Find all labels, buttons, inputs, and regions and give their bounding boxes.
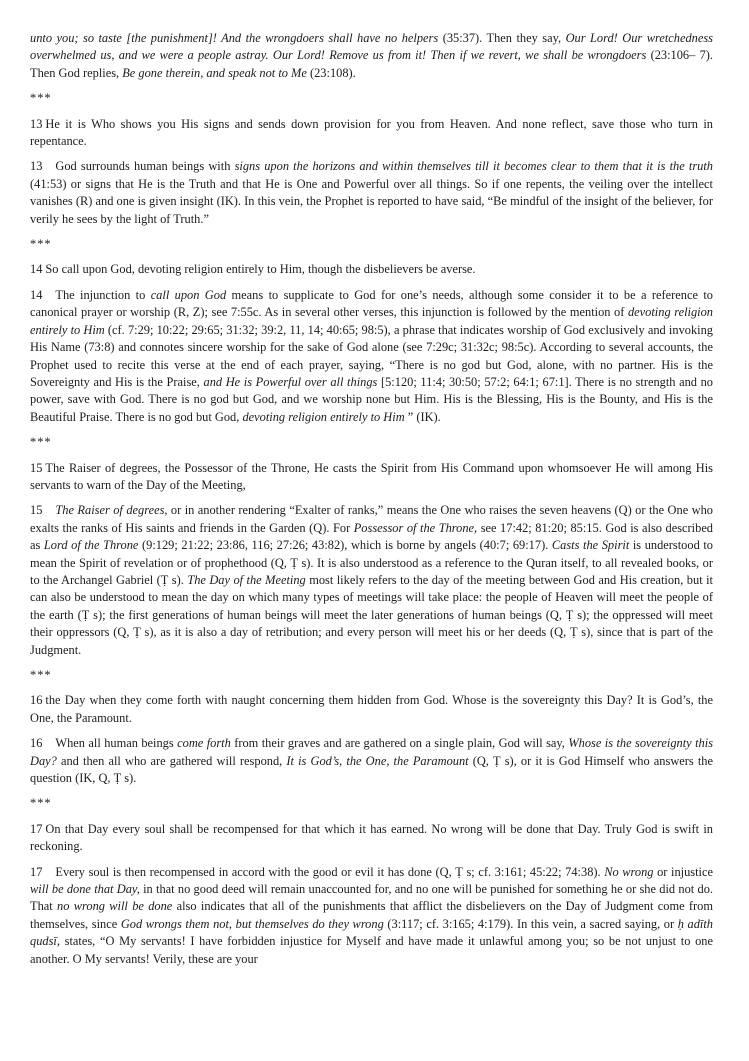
section-separator: *** [30, 435, 52, 450]
text-segment: The injunction to [55, 287, 151, 302]
text-segment: and then all who are gathered will respond, [56, 753, 287, 768]
section-separator: *** [30, 91, 52, 106]
text-segment: (35:37). Then they say, [438, 31, 566, 45]
verse-number: 17 [30, 864, 43, 879]
text-segment: (3:117; cf. 3:165; 4:179). In this vein, a sacred saying, or [383, 916, 678, 931]
text-segment: He it is Who shows you His signs and sends down provision for you from Heaven. And none reflect, save those who turn in repentance. [30, 116, 713, 149]
text-segment: see 17:42; 81:20; 85:15. God is also described as [30, 520, 714, 553]
verse-16 [30, 692, 713, 727]
scripture-quote-italic: devoting religion entirely to Him [242, 409, 405, 424]
text-segment: in that no good deed will remain unaccounted for, and no one will be punished for something he or she did not do. That [30, 882, 713, 914]
scripture-quote-italic: no wrong will be done [57, 899, 173, 914]
scripture-quote-italic: Be gone therein, and speak not to Me [122, 65, 307, 80]
text-segment: ” (IK). [404, 409, 441, 424]
verse-13 [30, 116, 713, 151]
scripture-quote-italic: Possessor of the Throne, [353, 520, 478, 535]
verse-number: 15 [30, 503, 43, 518]
text-segment: (41:53) or signs that He is the Truth and that He is One and Powerful over all things. So if one repents, the veiling over the intellect vanishes (R) and one is given insight (IK). In this vein, the Prophet is reported to have said, “Be mindful of the insight of the believer, for verily he sees by the light of Truth.” [30, 176, 713, 226]
verse-number: 13 [30, 159, 43, 174]
scripture-quote-italic: call upon God [150, 287, 227, 302]
text-segment: (9:129; 21:22; 23:86, 116; 27:26; 43:82), which is borne by angels (40:7; 69:17). [138, 538, 552, 553]
section-separator: *** [30, 668, 52, 682]
text-segment: or in another rendering “Exalter of ranks,” means the One who raises the seven heavens (Q) or the One who exalts the ranks of His saints and friends in the Garden (Q). For [30, 503, 713, 535]
verse-number: 16 [30, 736, 43, 751]
text-segment: God surrounds human beings with [55, 159, 235, 174]
verse-number: 15 [30, 460, 43, 475]
text-segment: (cf. 7:29; 10:22; 29:65; 31:32; 39:2, 11, 14; 40:65; 98:5), a phrase that indicates worship of God exclusively and invoking His Name (73:8) and connotes sincere worship for the sake of God alone (see 7:29c; 31:32c; 98:5c). According to several accounts, the Prophet used to recite this verse at the end of each prayer, saying, “There is no god but God, alone, with no partner. His is the Sovereignty and His is the Praise, [30, 322, 713, 389]
section-separator: *** [30, 237, 52, 252]
commentary-16 [30, 735, 713, 787]
scripture-quote-italic: No wrong [604, 864, 654, 879]
scripture-quote-italic: signs upon the horizons and within themselves till it becomes clear to them that it is the truth [234, 159, 713, 174]
text-segment: states, “O My servants! I have forbidden injustice for Myself and have made it unlawful among you; so be not unjust to one another. O My servants! Verily, these are your [30, 934, 713, 966]
scripture-quote-italic: Lord of the Throne [43, 538, 139, 553]
scripture-quote-italic: come forth [177, 736, 231, 751]
text-segment: most likely refers to the day of the meeting between God and His creation, but it can also be understood to mean the day on which many types of meetings will take place: the people of Heaven will meet the people of the earth (Ṭ s); the first generations of human beings will meet the later generations of human beings (Q, Ṭ s); the oppressed will meet their oppressors (Q, Ṭ s), as it is also a day of retribution; and every person will meet his or her deeds (Q, Ṭ s), since that is part of the Judgment. [30, 572, 713, 657]
text-segment: On that Day every soul shall be recompensed for that which it has earned. No wrong will be done that Day. Truly God is swift in reckoning. [30, 821, 713, 854]
text-segment: the Day when they come forth with naught concerning them hidden from God. Whose is the sovereignty this Day? It is God’s, the One, the Paramount. [30, 693, 713, 725]
text-segment: (23:108). [306, 65, 356, 80]
text-segment: also indicates that all of the punishments that afflict the disbelievers on the Day of Judgment come from themselves, since [30, 899, 713, 931]
scripture-quote-italic: It is God’s, the One, the Paramount [286, 753, 469, 768]
scripture-quote-italic: The Day of the Meeting [187, 572, 306, 587]
scripture-quote-italic: unto you; so taste [the punishment]! And the wrongdoers shall have no helpers [30, 31, 439, 45]
commentary-15 [30, 502, 713, 659]
commentary-13 [30, 158, 713, 228]
verse-number: 14 [30, 287, 43, 302]
verse-number: 17 [30, 821, 43, 836]
scripture-quote-italic: devoting religion entirely to Him [30, 305, 713, 337]
text-segment: or injustice [653, 864, 713, 879]
text-segment: The Raiser of degrees, the Possessor of the Throne, He casts the Spirit from His Command upon whomsoever He will among His servants to warn of the Day of the Meeting, [30, 460, 713, 492]
continuation-paragraph [30, 30, 713, 82]
verse-17 [30, 821, 713, 856]
scripture-quote-italic: God wrongs them not, but themselves do they wrong [120, 916, 384, 931]
text-segment: So call upon God, devoting religion entirely to Him, though the disbelievers be averse. [45, 262, 476, 277]
text-segment: [5:120; 11:4; 30:50; 57:2; 64:1; 67:1]. There is no strength and no power, save with God. There is no god but God, and we worship none but Him. His is the Blessing, His is the Bounty, and His is the Beautiful Praise. There is no god but God, [30, 374, 713, 424]
text-segment: (23:106– 7). Then God replies, [30, 48, 713, 80]
text-segment: (Q, Ṭ s), or it is God Himself who answers the question (IK, Q, Ṭ s). [30, 753, 713, 786]
text-segment: from their graves and are gathered on a single plain, God will say, [230, 736, 569, 751]
commentary-14 [30, 287, 713, 426]
scripture-quote-italic: will be done that Day, [30, 882, 140, 897]
scripture-quote-italic: and He is Powerful over all things [203, 374, 378, 389]
scripture-quote-italic: ḥ adīth qudsī, [30, 916, 714, 949]
text-segment: is understood to mean the Spirit of revelation or of prophethood (Q, Ṭ s). It is also understood as a reference to the Quran itself, to all revealed books, or to the Archangel Gabriel (Ṭ s). [30, 538, 713, 587]
verse-14 [30, 261, 713, 278]
text-segment: means to supplicate to God for one’s needs, although some consider it to be a reference to canonical prayer or worship (R, Z); see 7:55c. As in several other verses, this injunction is followed by the mention of [30, 287, 713, 320]
verse-number: 14 [30, 262, 43, 277]
verse-number: 16 [30, 693, 43, 708]
scripture-quote-italic: Whose is the sovereignty this Day? [30, 736, 714, 768]
text-segment: Every soul is then recompensed in accord with the good or evil it has done (Q, Ṭ s; cf. 3:161; 45:22; 74:38). [55, 864, 605, 879]
text-segment: When all human beings [55, 736, 178, 751]
section-separator: *** [30, 796, 52, 811]
scripture-quote-italic: Casts the Spirit [551, 538, 630, 553]
verse-15 [30, 460, 713, 495]
verse-number: 13 [30, 116, 43, 131]
scripture-quote-italic: Our Lord! Our wretchedness overwhelmed us, and we were a people astray. Our Lord! Remove us from it! Then if we revert, we shall be wrongdoers [30, 31, 713, 63]
commentary-17 [30, 864, 713, 968]
scripture-quote-italic: The Raiser of degrees, [55, 503, 168, 518]
